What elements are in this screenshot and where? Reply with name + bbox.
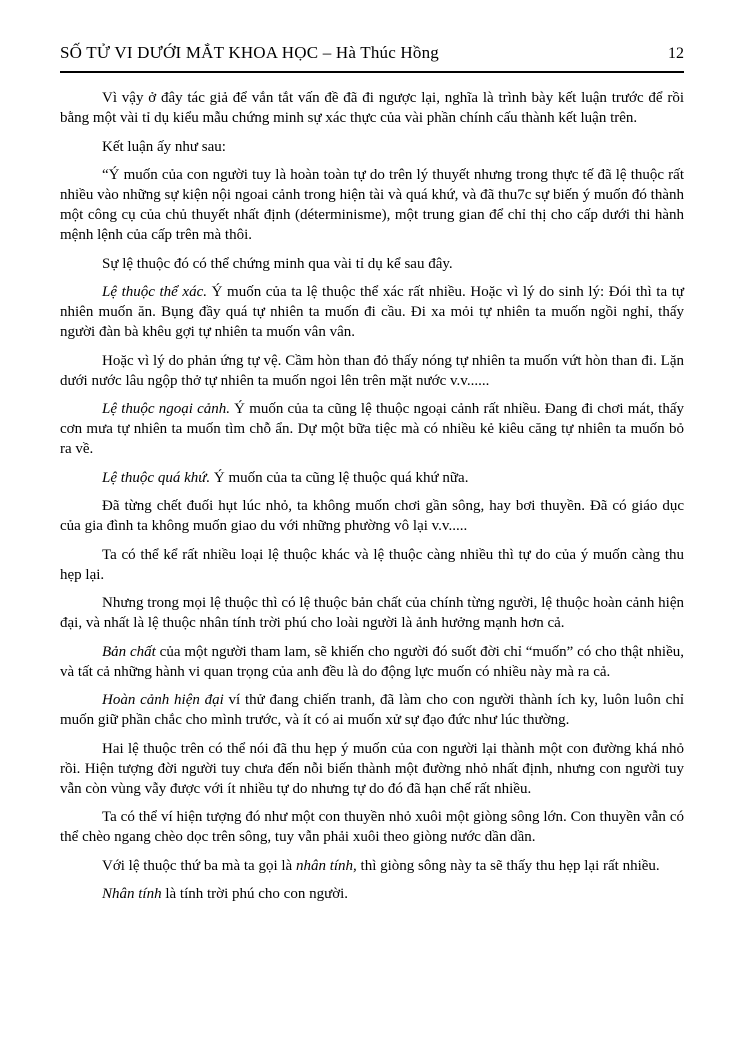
page-number: 12	[668, 45, 684, 62]
paragraph	[60, 254, 684, 274]
paragraph-segment: Ý muốn của ta cũng lệ thuộc quá khứ nữa.	[210, 469, 469, 486]
paragraph-segment: Hoặc vì lý do phản ứng tự vệ. Cầm hòn than đỏ thấy nóng tự nhiên ta muốn vứt hòn than đi. Lặn dưới nước lâu ngộp thở tự nhiên ta muốn ngoi lên trên mặt nước v.v......	[60, 352, 684, 389]
paragraph-segment-italic: Lệ thuộc quá khứ.	[102, 469, 211, 486]
header-divider	[60, 71, 684, 73]
paragraph	[60, 856, 684, 876]
paragraph	[60, 399, 684, 459]
paragraph	[60, 88, 684, 128]
paragraph-segment: “Ý muốn của con người tuy là hoàn toàn tự do trên lý thuyết nhưng trong thực tế đã lệ thuộc rất nhiều vào những sự kiện nội ngoai cảnh trong hiện tài và quá khứ, và đã thu7c sự biến ý muốn đó thành một công cụ của chủ thuyết nhất định (déterminisme), một trung gian để chỉ thị cho cấp dưới thi hành mệnh lệnh của cấp trên mà thôi.	[60, 167, 684, 243]
page-header	[60, 42, 684, 73]
paragraph-segment: Hai lệ thuộc trên có thể nói đã thu hẹp ý muốn của con người lại thành một con đường khá nhỏ rồi. Hiện tượng đời người tuy chưa đến nỗi biến thành một đường nhỏ nhất định, nhưng con người tuy vẫn còn vùng vẫy được với ít nhiều tự do nhưng tự do đó đã hạn chế rất nhiều.	[60, 740, 684, 797]
running-title: SỐ TỬ VI DƯỚI MẮT KHOA HỌC – Hà Thúc Hồng	[60, 43, 439, 62]
paragraph-segment: Sự lệ thuộc đó có thể chứng minh qua vài tỉ dụ kể sau đây.	[102, 255, 453, 272]
paragraph-segment-italic: Nhân tính	[102, 886, 162, 902]
paragraph	[60, 545, 684, 585]
paragraph	[60, 137, 684, 157]
paragraph-segment-italic: Hoàn cảnh hiện đại	[102, 692, 224, 708]
paragraph	[60, 642, 684, 682]
paragraph-segment: ví thử đang chiến tranh, đã làm cho con người thành ích ky, luôn luôn chỉ muốn giữ phần chắc cho mình trước, và ít có ai muốn xử sự đạo đức như lúc thường.	[60, 692, 684, 728]
paragraph	[60, 351, 684, 391]
paragraph-segment-italic: nhân tính,	[295, 857, 357, 874]
document-body	[60, 88, 684, 904]
paragraph-segment: Ta có thể ví hiện tượng đó như một con thuyền nhỏ xuôi một giòng sông lớn. Con thuyền vẫn có thể chèo ngang chèo dọc trên sông, tuy vẫn phải xuôi theo giòng nước dần dần.	[60, 809, 684, 845]
paragraph	[60, 807, 684, 847]
paragraph	[60, 282, 684, 342]
paragraph-segment: Kết luận ấy như sau:	[102, 138, 226, 155]
paragraph-segment-italic: Lệ thuộc ngoại cảnh.	[102, 401, 230, 417]
paragraph	[60, 884, 684, 904]
paragraph-segment: Đã từng chết đuối hụt lúc nhỏ, ta không muốn chơi gần sông, hay bơi thuyền. Đã có giáo dục của gia đình ta không muốn giao du với những phường vô lại v.v.....	[60, 498, 684, 534]
paragraph-segment: Vì vậy ở đây tác giả để vắn tắt vấn đề đã đi ngược lại, nghĩa là trình bày kết luận trước để rồi bằng một vài tỉ dụ kiểu mẫu chứng minh sự xác thực của vài phần chính cấu thành kết luận trên.	[60, 90, 684, 126]
paragraph	[60, 165, 684, 245]
paragraph	[60, 496, 684, 536]
paragraph-segment: Ý muốn của ta cũng lệ thuộc ngoại cảnh rất nhiều. Đang đi chơi mát, thấy cơn mưa tự nhiên ta muốn tìm chỗ ẩn. Dự một bữa tiệc mà có nhiều kẻ kiêu căng tự nhiên ta muốn bỏ ra về.	[60, 401, 685, 457]
paragraph-segment: là tính trời phú cho con người.	[161, 886, 349, 902]
header-row	[60, 42, 684, 64]
paragraph-segment: Với lệ thuộc thứ ba mà ta gọi là	[102, 857, 296, 874]
paragraph-segment: Ý muốn của ta lệ thuộc thể xác rất nhiều. Hoặc vì lý do sinh lý: Đói thì ta tự nhiên muốn ăn. Bụng đầy quá tự nhiên ta muốn đi cầu. Đi xa mỏi tự nhiên ta muốn ngồi nghỉ, thấy người đàn bà khêu gợi tự nhiên ta muốn vân vân.	[60, 284, 684, 340]
paragraph	[60, 468, 684, 488]
paragraph-segment: thì giòng sông này ta sẽ thấy thu hẹp lại rất nhiều.	[356, 857, 660, 874]
paragraph-segment-italic: Lệ thuộc thể xác.	[102, 284, 207, 300]
paragraph	[60, 690, 684, 730]
paragraph-segment-italic: Bản chất	[102, 643, 156, 660]
paragraph-segment: của một người tham lam, sẽ khiến cho người đó suốt đời chỉ “muốn” có cho thật nhiều, và tất cả những hành vi quan trọng của anh đều là do động lực muốn có nhiều này mà ra cả.	[60, 643, 684, 680]
paragraph	[60, 739, 684, 799]
paragraph-segment: Ta có thể kể rất nhiều loại lệ thuộc khác và lệ thuộc càng nhiều thì tự do của ý muốn càng thu hẹp lại.	[60, 546, 684, 583]
paragraph	[60, 593, 684, 633]
paragraph-segment: Nhưng trong mọi lệ thuộc thì có lệ thuộc bản chất của chính từng người, lệ thuộc hoàn cảnh hiện đại, và nhất là lệ thuộc nhân tính trời phú cho loài người là ảnh hưởng mạnh hơn cả.	[60, 595, 684, 631]
